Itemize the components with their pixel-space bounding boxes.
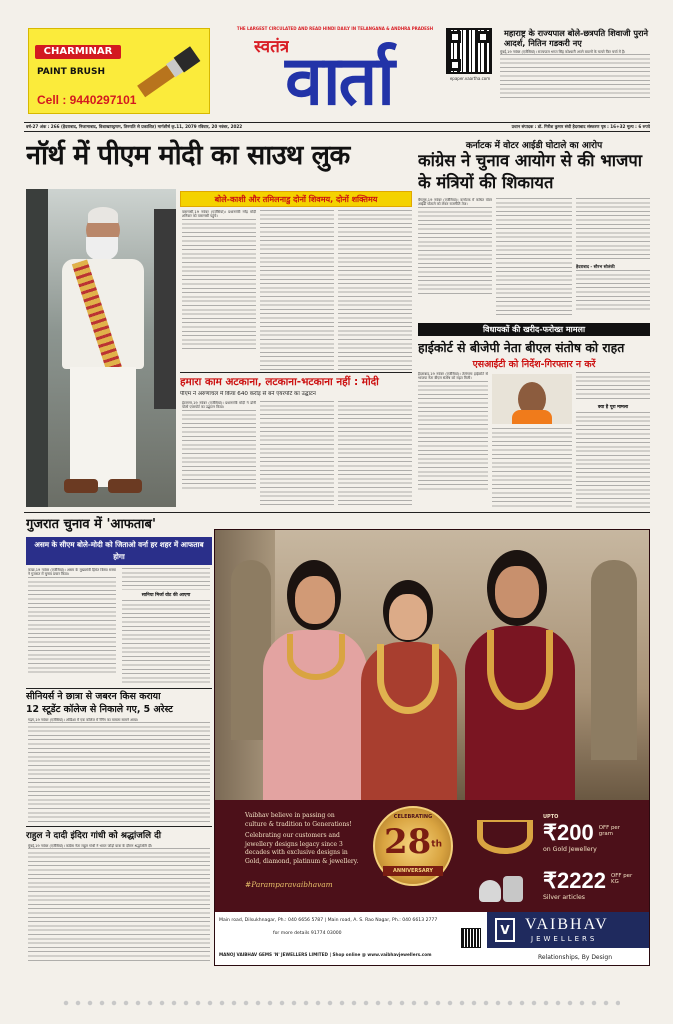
gujarat-intro: कच्छ,19 नवंबर (एजेंसियां)। असम के मुख्यमंत्री हिमंत बिस्वा सरमा ने गुजरात में चुनाव प्रचार किया।	[28, 568, 116, 577]
santosh-box-title: क्या है पूरा मामला	[597, 405, 629, 410]
gujarat-rule	[26, 688, 212, 689]
gujarat-col-2	[122, 568, 210, 686]
modi-speech-intro: ईटानगर,19 नवंबर (एजेंसियां)। प्रधानमंत्री मोदी ने डोनी पोलो एयरपोर्ट का उद्घाटन किया।	[182, 401, 256, 410]
gujarat-col-1	[28, 568, 116, 686]
masthead-tagline: THE LARGEST CIRCULATED AND READ HINDI DAILY IN TELANGANA & ANDHRA PRADESH	[236, 26, 434, 31]
top-right-intro: मुंबई,19 नवंबर (एजेंसियां)। राज्यपाल भगत सिंह कोश्यारी अपने बयानों के चलते फिर चर्चा में हैं।	[500, 50, 626, 54]
rahul-headline[interactable]: राहुल ने दादी इंदिरा गांधी को श्रद्धांजलि दी	[26, 831, 162, 841]
karnataka-col-2	[496, 198, 572, 316]
santosh-col-3	[576, 372, 650, 508]
santosh-col-1	[418, 372, 488, 508]
ad-charminar-phone: Cell : 9440297101	[37, 93, 137, 107]
seniors-rule	[26, 826, 212, 827]
santosh-intro: हैदराबाद,19 नवंबर (एजेंसियां)। तेलंगाना हाईकोर्ट से भाजपा नेता बीएल संतोष को राहत मिली।	[418, 372, 488, 381]
offer-gold-amount: ₹200	[543, 820, 594, 845]
dateline: वर्ष-27 अंक : 266 (हैदराबाद, निजामाबाद, विशाखापट्टणम, तिरुपति से प्रकाशित) मार्गशीर्ष कृ.11, 2079 रविवार, 20 नवंबर, 2022	[26, 124, 243, 129]
modi-speech-subhead: पीएम ने अरुणाचल में किया 640 करोड़ से बने एयरपोर्ट का उद्घाटन	[180, 391, 316, 397]
qr-code	[446, 28, 492, 74]
santosh-headline[interactable]: हाईकोर्ट से बीजेपी नेता बीएल संतोष को राहत	[418, 340, 625, 355]
masthead-title-small: स्वतंत्र	[254, 37, 290, 57]
gujarat-headline[interactable]: गुजरात चुनाव में 'आफताब'	[26, 517, 156, 532]
vaibhav-details: for more details 91774 03000	[273, 931, 342, 936]
seniors-subhead: 12 स्टूडेंट कॉलेज से निकाले गए, 5 अरेस्ट	[26, 704, 173, 715]
anniversary-years-suffix: th	[431, 839, 443, 850]
karnataka-kicker: कर्नाटक में वोटर आईडी घोटाले का आरोप	[465, 141, 603, 151]
print-registration-marks	[60, 998, 620, 1008]
offer-gold-label: on Gold Jewellery	[543, 846, 597, 853]
rahul-intro: मुंबई,19 नवंबर (एजेंसियां)। कांग्रेस नेता राहुल गांधी ने भारत जोड़ो यात्रा के दौरान श्रद्धांजलि दी।	[28, 844, 153, 848]
santosh-col-2	[492, 428, 572, 508]
lead-headline[interactable]: नॉर्थ में पीएम मोदी का साउथ लुक	[26, 140, 350, 171]
section-rule	[24, 512, 650, 513]
santosh-kicker: विधायकों की खरीद-फरोख्त मामला	[418, 323, 650, 336]
anniversary-celebrating: CELEBRATING	[393, 814, 433, 820]
masthead-rule-2	[24, 131, 650, 132]
silver-article-image	[475, 870, 527, 904]
seniors-body	[28, 718, 210, 824]
qr-caption: epaper.vaartha.com	[449, 76, 491, 81]
lead-col-2	[260, 210, 334, 370]
offer-gold	[543, 814, 647, 862]
vaibhav-tagline-1: Vaibhav believe in passing on culture & tradition to Generations!	[245, 812, 352, 828]
vaibhav-brand-tag: Relationships, By Design	[537, 954, 613, 961]
modi-speech-col-1	[182, 401, 256, 507]
modi-speech-col-3	[338, 401, 412, 507]
lead-intro: वाराणसी,19 नवंबर (एजेंसियां)। प्रधानमंत्री नरेंद्र मोदी शनिवार को वाराणसी पहुंचे।	[182, 210, 256, 219]
paint-brush-icon	[129, 37, 209, 107]
offer-silver-amount: ₹2222	[543, 868, 606, 893]
ad-charminar[interactable]	[28, 28, 210, 114]
rahul-body	[28, 844, 210, 964]
vaibhav-logo-box[interactable]	[487, 912, 650, 948]
modi-speech-headline[interactable]: हमारा काम अटकाना, लटकाना-भटकाना नहीं : मोदी	[180, 376, 379, 388]
masthead-title: वार्ता	[285, 42, 393, 121]
offer-gold-upto: UPTO	[543, 814, 559, 820]
top-right-body	[500, 54, 650, 98]
santosh-subhead: एसआईटी को निर्देश-गिरफ्तार न करें	[472, 359, 596, 370]
offer-gold-unit: OFF per gram	[598, 825, 620, 837]
vaibhav-models-photo	[215, 530, 650, 800]
anniversary-badge	[373, 806, 453, 886]
gold-necklace-image	[477, 820, 533, 854]
lead-subhead: बोले-काशी और तमिलनाडु दोनों शिवमय, दोनों शक्तिमय	[180, 191, 412, 207]
offer-silver	[543, 868, 647, 908]
gujarat-subhead: असम के सीएम बोले-मोदी को जिताओ वर्ना हर शहर में आफताब होगा	[26, 537, 212, 565]
vaibhav-logo-icon: V	[495, 918, 515, 942]
vaibhav-company: MANOJ VAIBHAV GEMS 'N' JEWELLERS LIMITED | Shop online @ www.vaibhavjewellers.com	[219, 952, 432, 957]
ad-charminar-product: PAINT BRUSH	[37, 67, 106, 77]
santosh-photo	[492, 374, 572, 424]
vaibhav-ad[interactable]	[214, 529, 650, 966]
gujarat-subhead-2: सानिया मिर्जा वोट की आएगा	[141, 593, 191, 598]
top-right-story[interactable]	[500, 28, 650, 118]
vaibhav-brand: VAIBHAV	[525, 916, 609, 933]
vaibhav-address: Main road, Dilsukhnagar, Ph.: 040 6656 5787 | Main road, A. S. Rao Nagar, Ph.: 040 6613 2777	[219, 918, 438, 923]
modi-speech-col-2	[260, 401, 334, 507]
karnataka-byline: हैदराबाद - सौरभ सोलंकी	[576, 264, 615, 269]
top-right-headline: महाराष्ट्र के राज्यपाल बोले-छत्रपति शिवाजी पुराने आदर्श, नितिन गडकरी नए	[504, 28, 649, 48]
lead-divider	[180, 372, 412, 373]
vaibhav-hashtag: #Paramparavaibhavam	[245, 880, 333, 889]
offer-silver-unit: OFF per KG	[611, 873, 633, 885]
anniversary-label: ANNIVERSARY	[383, 866, 443, 876]
karnataka-intro: बेंगलुरु,19 नवंबर (एजेंसियां)। कर्नाटक में कथित वोटर आईडी घोटाले को लेकर राजनीति तेज।	[418, 198, 492, 207]
lead-col-1	[182, 210, 256, 370]
lead-col-3	[338, 210, 412, 370]
editor-line: प्रधान संपादक : डॉ. गिरीश कुमार संघी हैदराबाद संस्करण पृष्ठ : 16+32 मूल्य : 6 रुपये	[511, 124, 650, 129]
karnataka-col-1	[418, 198, 492, 316]
karnataka-headline[interactable]: कांग्रेस ने चुनाव आयोग से की भाजपा के मंत्रियों की शिकायत	[418, 151, 642, 192]
lead-photo	[26, 189, 176, 507]
ad-charminar-brand: CHARMINAR	[35, 45, 121, 59]
vaibhav-brand-sub: JEWELLERS	[531, 935, 598, 943]
seniors-intro: गढ़ग,19 नवंबर (एजेंसियां)। ओडिशा में एक कॉलेज में रैगिंग का मामला सामने आया।	[28, 718, 139, 722]
karnataka-col-3	[576, 198, 650, 316]
seniors-headline[interactable]: सीनियर्स ने छात्रा से जबरन किस कराया	[26, 691, 161, 702]
offer-silver-label: Silver articles	[543, 894, 585, 901]
vaibhav-qr	[461, 928, 481, 948]
anniversary-years: 28	[383, 822, 432, 862]
vaibhav-tagline-2: Celebrating our customers and jewellery designs legacy since 3 decades with exclusive designs in Gold, diamond, platinum & jewellery.	[245, 832, 359, 865]
vaibhav-footer	[215, 912, 650, 966]
masthead-rule	[24, 122, 650, 123]
